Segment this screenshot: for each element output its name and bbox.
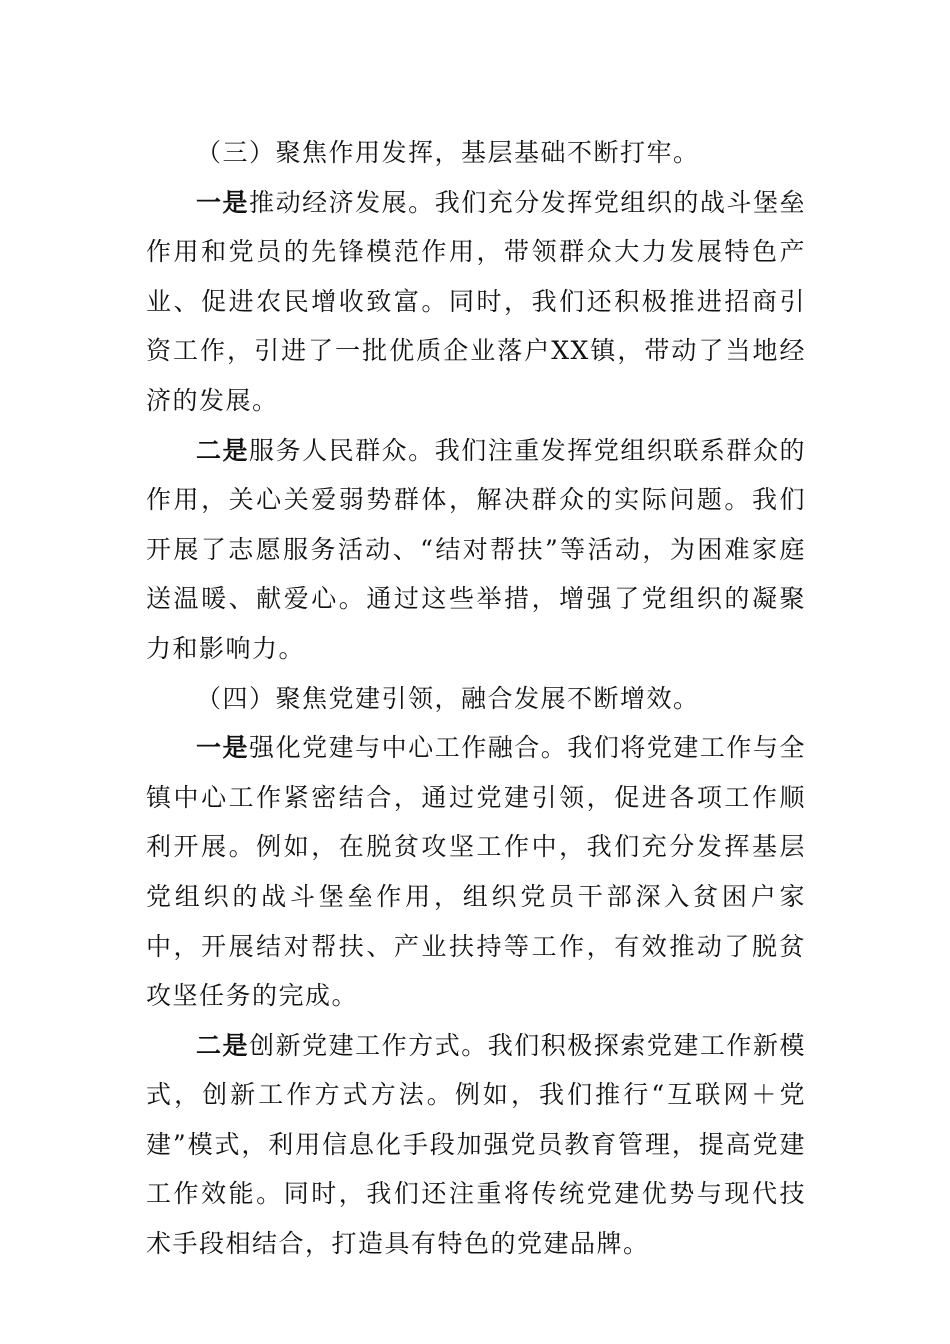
paragraph-text: 服务人民群众。我们注重发挥党组织联系群众的作用，关心关爱弱势群体，解决群众的实际问题。我们开展了志愿服务活动、“结对帮扶”等活动，为困难家庭送温暖、献爱心。通过这些举措，增强了党组织的凝聚力和影响力。 [146, 435, 806, 663]
paragraph-lead: 二是 [196, 435, 250, 465]
paragraph-lead: 一是 [196, 733, 250, 763]
paragraph-lead: 二是 [196, 1030, 250, 1060]
section-heading-3: （三）聚焦作用发挥，基层基础不断打牢。 [196, 138, 700, 167]
paragraph-economic-development [146, 178, 806, 426]
paragraph-text: 强化党建与中心工作融合。我们将党建工作与全镇中心工作紧密结合，通过党建引领，促进各项工作顺利开展。例如，在脱贫攻坚工作中，我们充分发挥基层党组织的战斗堡垒作用，组织党员干部深入贫困户家中，开展结对帮扶、产业扶持等工作，有效推动了脱贫攻坚任务的完成。 [146, 733, 806, 1011]
paragraph-innovation [146, 1021, 806, 1269]
document-body [146, 128, 806, 1269]
paragraph-text: 推动经济发展。我们充分发挥党组织的战斗堡垒作用和党员的先锋模范作用，带领群众大力发展特色产业、促进农民增收致富。同时，我们还积极推进招商引资工作，引进了一批优质企业落户XX镇，带动了当地经济的发展。 [146, 187, 806, 415]
paragraph-serve-people [146, 426, 806, 674]
section-heading-4: （四）聚焦党建引领，融合发展不断增效。 [196, 683, 700, 713]
paragraph-lead: 一是 [196, 187, 250, 217]
paragraph-integration [146, 723, 806, 1021]
paragraph-text: 创新党建工作方式。我们积极探索党建工作新模式，创新工作方式方法。例如，我们推行“互联网＋党建”模式，利用信息化手段加强党员教育管理，提高党建工作效能。同时，我们还注重将传统党建优势与现代技术手段相结合，打造具有特色的党建品牌。 [146, 1030, 806, 1259]
